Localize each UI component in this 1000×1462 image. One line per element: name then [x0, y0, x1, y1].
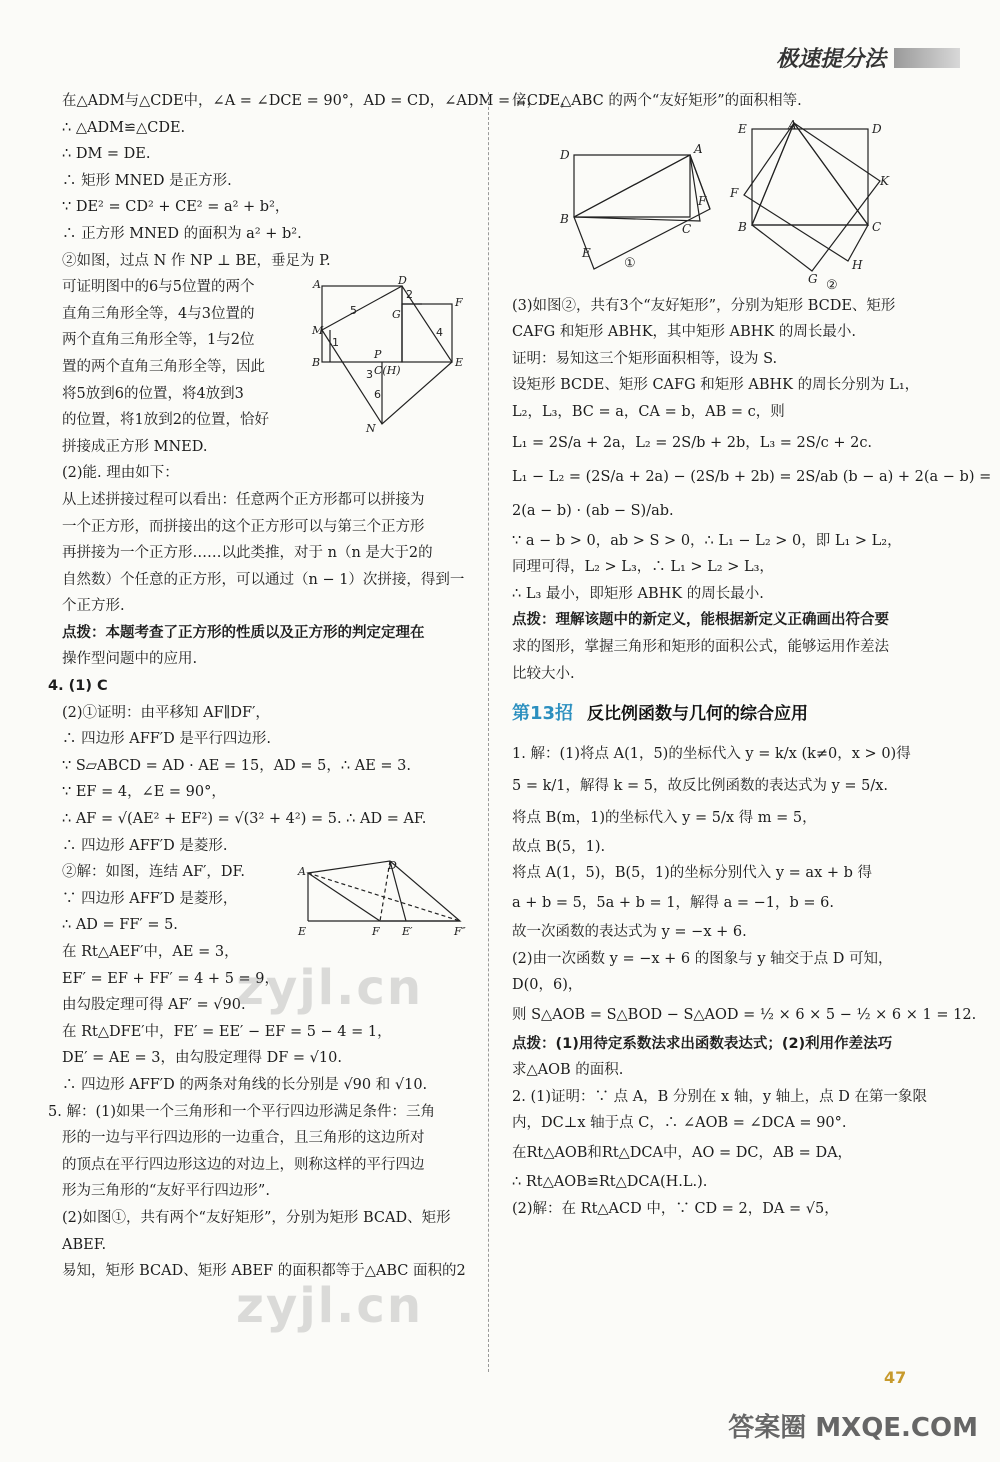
brand-bar — [894, 48, 960, 68]
tip-line: 点拨：本题考查了正方形的性质以及正方形的判定定理在 — [62, 624, 425, 641]
text-line: 比较大小. — [512, 665, 575, 682]
fig-label: E — [455, 356, 464, 370]
text-line: 2. (1)证明：∵ 点 A，B 分别在 x 轴，y 轴上，点 D 在第一象限 — [512, 1088, 927, 1105]
right-column — [512, 88, 992, 1222]
fig-num: 1 — [332, 336, 339, 350]
text-line: ∴ Rt△AOB≌Rt△DCA(H.L.). — [512, 1174, 708, 1191]
text-line: D(0，6)， — [512, 977, 583, 994]
text-line: (2)如图①，共有两个“友好矩形”，分别为矩形 BCAD、矩形 — [62, 1209, 451, 1226]
text-line: 再拼接为一个正方形……以此类推，对于 n（n 是大于2的 — [62, 545, 433, 562]
rhombus-figure — [298, 859, 470, 939]
text-line: 一个正方形，而拼接出的这个正方形可以与第三个正方形 — [62, 518, 425, 535]
fig-label: A — [313, 278, 321, 292]
text-line: 易知，矩形 BCAD、矩形 ABEF 的面积都等于△ABC 面积的2 — [62, 1263, 466, 1280]
question-number-line: 4. (1) C — [48, 678, 108, 695]
fig-label: F — [730, 185, 739, 200]
fig-label: E — [738, 121, 747, 136]
text-line: 置的两个直角三角形全等，因此 — [62, 358, 265, 375]
text-line: 2(a − b) · (ab − S)/ab. — [512, 502, 674, 519]
text-line: L₁ = 2S/a + 2a，L₂ = 2S/b + 2b，L₃ = 2S/c + 2c. — [512, 434, 873, 451]
text-line: ∴ L₃ 最小，即矩形 ABHK 的周长最小. — [512, 585, 764, 602]
text-line: 1. 解：(1)将点 A(1，5)的坐标代入 y = k/x (k≠0，x > 0)得 — [512, 745, 911, 762]
text-line: ∵ a − b > 0，ab > S > 0，∴ L₁ − L₂ > 0，即 L₁ > L₂， — [512, 532, 902, 549]
fig-num: 6 — [374, 388, 381, 402]
text-line: 故一次函数的表达式为 y = −x + 6. — [512, 923, 747, 940]
watermark: zyjl.cn — [236, 1278, 423, 1334]
text-line: a + b = 5，5a + b = 1，解得 a = −1，b = 6. — [512, 894, 834, 911]
text-line: L₁ − L₂ = (2S/a + 2a) − (2S/b + 2b) = 2S/ab (b − a) + 2(a − b) = — [512, 468, 992, 485]
text-line: 自然数）个任意的正方形，可以通过（n − 1）次拼接，得到一 — [62, 571, 465, 588]
text-line: 形为三角形的“友好平行四边形”. — [62, 1183, 270, 1200]
text-line: ABEF. — [62, 1236, 107, 1253]
text-line: 形的一边与平行四边形的一边重合，且三角形的这边所对 — [62, 1130, 425, 1147]
text-line: (3)如图②，共有3个“友好矩形”，分别为矩形 BCDE、矩形 — [512, 297, 896, 314]
text-line: 直角三角形全等，4与3位置的 — [62, 305, 255, 322]
fig-label: A — [788, 117, 797, 132]
text-line: (2)①证明：由平移知 AF∥DF′， — [62, 704, 270, 721]
text-line: DE′ = AE = 3，由勾股定理得 DF = √10. — [62, 1050, 342, 1067]
fig-label: E′ — [402, 925, 413, 939]
text-line: EF′ = EF + FF′ = 4 + 5 = 9， — [62, 970, 280, 987]
text-line: 在Rt△AOB和Rt△DCA中，AO = DC，AB = DA， — [512, 1145, 853, 1162]
text-line: 在 Rt△DFE′中，FE′ = EE′ − EF = 5 − 4 = 1， — [62, 1023, 392, 1040]
brand-title: 极速提分法 — [775, 47, 886, 72]
text-line: 在 Rt△AEF′中，AE = 3， — [62, 944, 239, 960]
text-line: 拼接成正方形 MNED. — [62, 438, 208, 455]
fig-label: G — [808, 271, 818, 286]
text-line: ∵ S▱ABCD = AD · AE = 15，AD = 5，∴ AE = 3. — [62, 757, 411, 774]
fig-num: 3 — [366, 368, 373, 382]
fig-label: F — [698, 193, 707, 208]
text-line: ∴ AD = FF′ = 5. — [62, 917, 178, 934]
text-line: 操作型问题中的应用. — [62, 651, 198, 668]
fig-label: B — [312, 356, 321, 370]
text-line: 可证明图中的6与5位置的两个 — [62, 279, 255, 296]
text-line: ∵ EF = 4，∠E = 90°， — [62, 784, 226, 801]
fig-label: C — [682, 221, 692, 236]
text-line: 同理可得，L₂ > L₃，∴ L₁ > L₂ > L₃， — [512, 559, 774, 576]
text-line: ∴ 正方形 MNED 的面积为 a² + b². — [62, 225, 302, 242]
text-line: 证明：易知这三个矩形面积相等，设为 S. — [512, 350, 778, 367]
text-line: 个正方形. — [62, 598, 125, 615]
text-line: 5 = k/1，解得 k = 5，故反比例函数的表达式为 y = 5/x. — [512, 777, 889, 794]
text-line: (2)由一次函数 y = −x + 6 的图象与 y 轴交于点 D 可知， — [512, 950, 893, 967]
fig-label: F — [455, 296, 463, 310]
text-line: 从上述拼接过程可以看出：任意两个正方形都可以拼接为 — [62, 491, 425, 508]
fig-label: H — [852, 257, 863, 272]
text-line: ∴ 四边形 AFF′D 是菱形. — [62, 837, 228, 854]
fig-num: 4 — [436, 326, 443, 340]
text-line: 将点 B(m，1)的坐标代入 y = 5/x 得 m = 5， — [512, 809, 817, 826]
text-line: (2)能. 理由如下： — [62, 465, 179, 482]
text-line: ∴ 四边形 AFF′D 的两条对角线的长分别是 √90 和 √10. — [62, 1076, 428, 1093]
text-line: L₂，L₃，BC = a，CA = b，AB = c，则 — [512, 403, 785, 420]
text-line: ∵ 四边形 AFF′D 是菱形， — [62, 890, 238, 907]
column-divider — [488, 92, 489, 1372]
fig-label: D — [388, 859, 397, 873]
corner-logo: 答案圈 MXQE.COM — [728, 1413, 978, 1443]
fig-label: E — [298, 925, 307, 939]
fig-label: A — [298, 865, 306, 879]
figure-block-1 — [62, 274, 470, 460]
text-line: 求△AOB 的面积. — [512, 1062, 624, 1079]
text-line: ∴ 矩形 MNED 是正方形. — [62, 172, 232, 189]
fig-label: K — [880, 173, 889, 188]
fig-label: C(H) — [374, 364, 401, 378]
rectangle-figures — [534, 119, 922, 291]
fig-num: 5 — [350, 304, 357, 318]
fig-label: F — [372, 925, 380, 939]
tip-line: 点拨：理解该题中的新定义，能根据新定义正确画出符合要 — [512, 612, 889, 629]
text-line: 设矩形 BCDE、矩形 CAFG 和矩形 ABHK 的周长分别为 L₁， — [512, 377, 920, 394]
square-splice-figure — [312, 274, 470, 434]
figure-caption: ② — [826, 277, 838, 293]
text-line: 内，DC⊥x 轴于点 C，∴ ∠AOB = ∠DCA = 90°. — [512, 1115, 847, 1132]
section-heading — [512, 701, 922, 728]
text-line: 故点 B(5，1). — [512, 838, 606, 855]
fig-label: B — [738, 219, 747, 234]
text-line: ②解：如图，连结 AF′，DF. — [62, 864, 245, 881]
text-line: 则 S△AOB = S△BOD − S△AOD = ½ × 6 × 5 − ½ × 6 × 1 = 12. — [512, 1006, 977, 1023]
watermark: zyjl.cn — [236, 960, 423, 1016]
text-line: ∴ △ADM≌△CDE. — [62, 119, 186, 136]
fig-label: D — [398, 274, 407, 288]
text-line: ②如图，过点 N 作 NP ⊥ BE，垂足为 P. — [62, 252, 331, 269]
text-line: 由勾股定理可得 AF′ = √90. — [62, 997, 246, 1014]
fig-label: A — [694, 141, 703, 156]
fig-label: D — [560, 147, 570, 162]
fig-label: F″ — [454, 925, 466, 939]
friendly-rectangle-figure-2 — [730, 119, 890, 291]
fig-label: E — [582, 245, 591, 260]
fig-label: D — [872, 121, 882, 136]
text-line: 将点 A(1，5)，B(5，1)的坐标分别代入 y = ax + b 得 — [512, 865, 873, 882]
text-line: ∴ AF = √(AE² + EF²) = √(3² + 4²) = 5. ∴ AD = AF. — [62, 811, 427, 828]
text-line: 两个直角三角形全等，1与2位 — [62, 332, 255, 349]
fig-label: G — [392, 308, 401, 322]
text-line: CAFG 和矩形 ABHK，其中矩形 ABHK 的周长最小. — [512, 324, 856, 341]
section-title: 反比例函数与几何的综合应用 — [586, 704, 808, 725]
question-5-line: 5. 解：(1)如果一个三角形和一个平行四边形满足条件：三角 — [48, 1103, 435, 1120]
text-line: ∴ 四边形 AFF′D 是平行四边形. — [62, 731, 271, 748]
text-line: 倍，∴ △ABC 的两个“友好矩形”的面积相等. — [512, 93, 802, 109]
text-line: 在△ADM与△CDE中，∠A = ∠DCE = 90°，AD = CD，∠ADM = ∠CDE， — [62, 93, 575, 109]
text-line: 将5放到6的位置，将4放到3 — [62, 385, 244, 402]
text-line: ∵ DE² = CD² + CE² = a² + b²， — [62, 199, 290, 216]
fig-label: C — [872, 219, 882, 234]
section-tag: 第13招 — [512, 703, 574, 725]
text-line: (2)解：在 Rt△ACD 中，∵ CD = 2，DA = √5， — [512, 1200, 839, 1217]
fig-label: M — [312, 324, 324, 338]
text-line: 求的图形，掌握三角形和矩形的面积公式，能够运用作差法 — [512, 638, 889, 655]
text-line: ∴ DM = DE. — [62, 146, 151, 163]
fig-label: B — [560, 211, 569, 226]
figure-caption: ① — [624, 255, 636, 271]
tip-line: 点拨：(1)用待定系数法求出函数表达式；(2)利用作差法巧 — [512, 1035, 893, 1052]
fig-num: 2 — [406, 288, 413, 302]
friendly-rectangle-figure-1 — [534, 119, 712, 269]
brand-header — [776, 42, 960, 73]
page-number: 47 — [884, 1368, 907, 1387]
text-line: 的位置，将1放到2的位置，恰好 — [62, 412, 269, 429]
fig-label: N — [366, 422, 376, 436]
text-line: 的顶点在平行四边形这边的对边上，则称这样的平行四边 — [62, 1156, 425, 1173]
fig-label: P — [374, 348, 382, 362]
